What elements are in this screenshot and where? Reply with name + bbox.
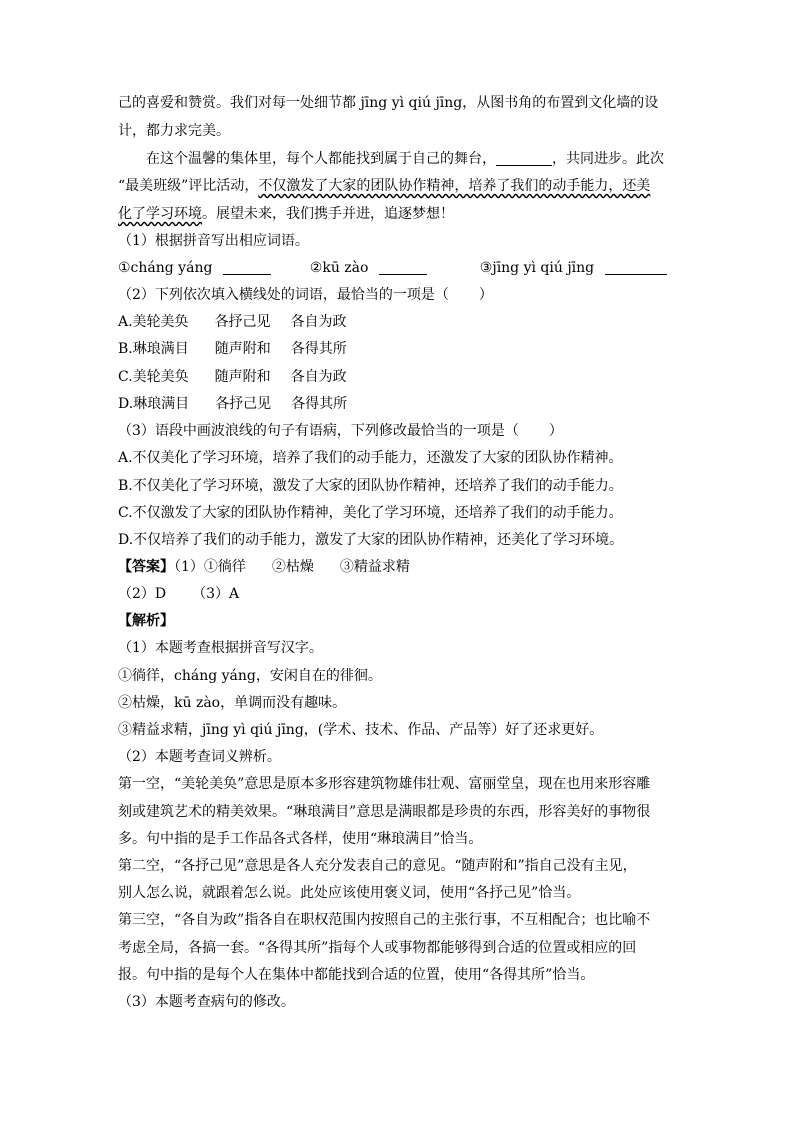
- option-word: 各得其所: [290, 341, 347, 357]
- pinyin-item: ①cháng yáng: [118, 260, 213, 276]
- option-word: 各抒己见: [215, 396, 272, 412]
- option-label: D.琳琅满目: [118, 396, 190, 412]
- answer-blank: [223, 258, 271, 275]
- analysis-tag: 【解析】: [118, 613, 174, 629]
- option-row: A.不仅美化了学习环境，培养了我们的动手能力，还激发了大家的团队协作精神。: [118, 450, 623, 466]
- question-stem: [118, 418, 563, 445]
- option-label: C.美轮美奂: [118, 369, 189, 385]
- analysis-line: ②枯燥，kū zào，单调而没有趣味。: [118, 695, 347, 711]
- analysis-line: 刻或建筑艺术的精美效果。“琳琅满目”意思是满眼都是珍贵的东西，形容美好的事物很: [118, 804, 651, 820]
- passage-line: [118, 201, 454, 228]
- answer-text: ③精益求精: [339, 559, 410, 575]
- answer-line: [118, 581, 239, 608]
- wavy-sentence: 化了学习环境: [118, 206, 202, 222]
- option-word: 各得其所: [291, 396, 348, 412]
- analysis-line: 报。句中指的是每个人在集体中都能找到合适的位置，使用“各得其所”恰当。: [118, 967, 595, 983]
- passage-line: 己的喜爱和赞赏。我们对每一处细节都 jīng yì qiú jīng，从图书角的布置到文化墙的设: [118, 95, 659, 111]
- question-stem: [118, 282, 493, 309]
- analysis-line: 第三空，“各自为政”指各自在职权范围内按照自己的主张行事，不互相配合；也比喻不: [118, 912, 651, 928]
- answer-text: （2）D: [118, 586, 167, 602]
- answer-text: （1）①徜徉: [174, 559, 246, 575]
- passage-line: [118, 173, 650, 200]
- passage-line: [118, 146, 664, 173]
- answer-line: [118, 554, 410, 581]
- analysis-line: （2）本题考查词义辨析。: [118, 749, 281, 765]
- answer-text: ②枯燥: [271, 559, 314, 575]
- analysis-line: ③精益求精，jīng yì qiú jīng，(学术、技术、作品、产品等）好了还求更好。: [118, 722, 604, 738]
- passage-text: 在这个温馨的集体里，每个人都能找到属于自己的舞台，: [146, 151, 496, 167]
- option-word: 随声附和: [214, 369, 271, 385]
- option-label: A.美轮美奂: [118, 314, 189, 330]
- analysis-line: 别人怎么说，就跟着怎么说。此处应该使用褒义词，使用“各抒己见”恰当。: [118, 885, 581, 901]
- stem-text: （3）语段中画波浪线的句子有语病，下列修改最恰当的一项是（: [118, 423, 519, 439]
- option-row: [118, 309, 347, 336]
- analysis-line: 考虑全局，各搞一套。“各得其所”指每个人或事物都能够得到合适的位置或相应的回: [118, 940, 637, 956]
- analysis-line: （3）本题考查病句的修改。: [118, 994, 295, 1010]
- analysis-line: ①徜徉，cháng yáng，安闲自在的徘徊。: [118, 668, 382, 684]
- stem-paren: ）: [548, 423, 563, 439]
- passage-text: 。展望未来，我们携手并进，追逐梦想！: [202, 206, 454, 222]
- analysis-line: 多。句中指的是手工作品各式各样，使用“琳琅满目”恰当。: [118, 831, 483, 847]
- pinyin-items: [118, 255, 667, 282]
- stem-paren: ）: [478, 287, 493, 303]
- pinyin-item: ②kū zào: [309, 260, 369, 276]
- stem-text: （2）下列依次填入横线处的词语，最恰当的一项是（: [118, 287, 449, 303]
- answer-text: （3）A: [192, 586, 240, 602]
- analysis-line: 第一空，“美轮美奂”意思是原本多形容建筑物雄伟壮观、富丽堂皇，现在也用来形容雕: [118, 776, 651, 792]
- analysis-line: 第二空，“各抒己见”意思是各人充分发表自己的意见。“随声附和”指自己没有主见，: [118, 858, 637, 874]
- option-row: [118, 364, 347, 391]
- option-label: B.琳琅满目: [118, 341, 189, 357]
- passage-line: 计，都力求完美。: [118, 123, 230, 139]
- passage-text: ，共同进步。此次: [552, 151, 664, 167]
- pinyin-item: ③jīng yì qiú jīng: [479, 260, 595, 276]
- option-row: D.不仅培养了我们的动手能力，激发了大家的团队协作精神，还美化了学习环境。: [118, 532, 624, 548]
- option-row: B.不仅美化了学习环境，激发了大家的团队协作精神，还培养了我们的动手能力。: [118, 478, 623, 494]
- answer-blank: [379, 258, 427, 275]
- option-word: 各自为政: [290, 369, 347, 385]
- wavy-sentence: 不仅激发了大家的团队协作精神，培养了我们的动手能力，还美: [258, 178, 651, 194]
- option-word: 各抒己见: [214, 314, 271, 330]
- option-word: 随声附和: [214, 341, 271, 357]
- answer-blank: [605, 258, 667, 275]
- analysis-line: （1）本题考查根据拼音写汉字。: [118, 640, 323, 656]
- passage-text: “最美班级”评比活动，: [118, 178, 259, 194]
- answer-tag: 【答案】: [118, 559, 174, 575]
- option-word: 各自为政: [290, 314, 347, 330]
- option-row: C.不仅激发了大家的团队协作精神，美化了学习环境，还培养了我们的动手能力。: [118, 505, 623, 521]
- option-row: [118, 391, 347, 418]
- option-row: [118, 336, 347, 363]
- question-stem: （1）根据拼音写出相应词语。: [118, 233, 309, 249]
- fill-blank: [496, 149, 552, 166]
